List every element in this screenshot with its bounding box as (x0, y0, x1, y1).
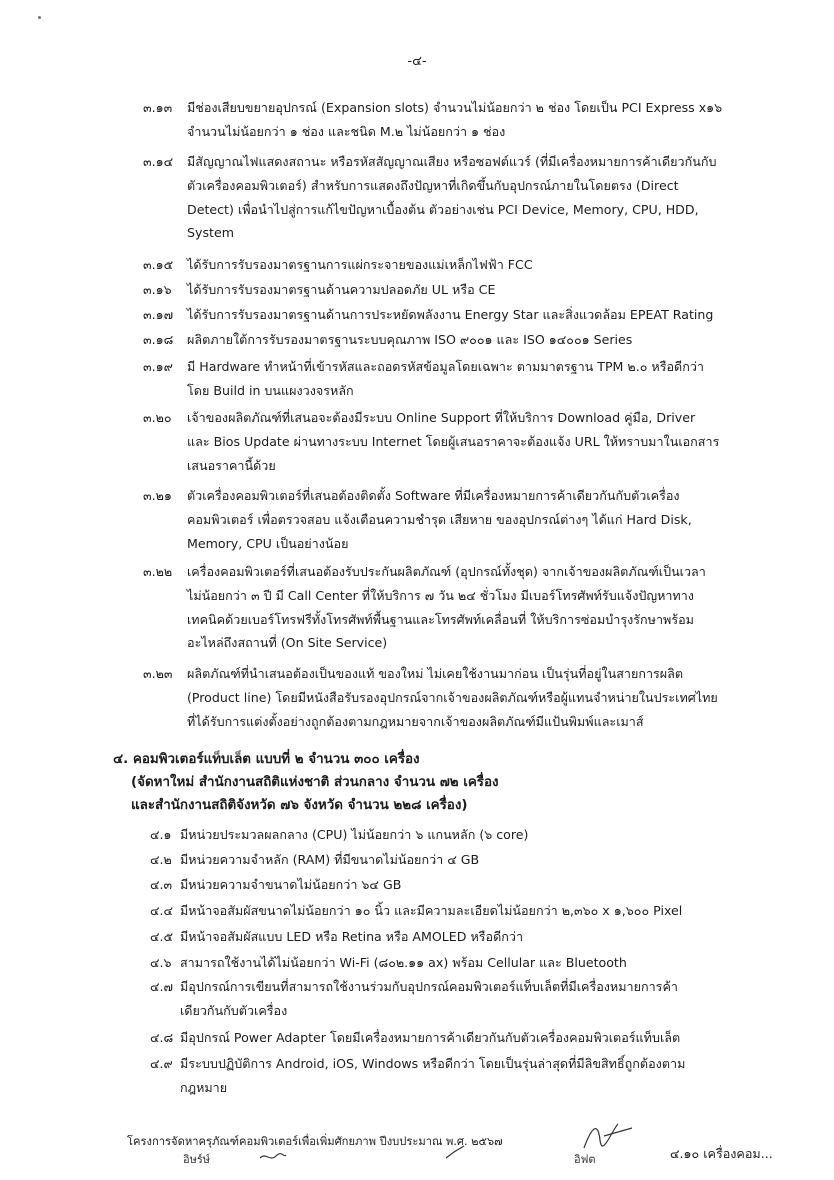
heading-line: ๔. คอมพิวเตอร์แท็บเล็ต แบบที่ ๒ จำนวน ๓๐๐ เครื่อง (113, 752, 420, 767)
item-number: ๔.๖ (150, 955, 172, 970)
item-line: มีอุปกรณ์การเขียนที่สามารถใช้งานร่วมกับอุปกรณ์คอมพิวเตอร์แท็บเล็ตที่มีเครื่องหมายการค้า (180, 979, 678, 994)
spec-item-3-19 (143, 355, 783, 403)
heading-line: (จัดหาใหม่ สำนักงานสถิติแห่งชาติ ส่วนกลาง จำนวน ๗๒ เครื่อง (131, 775, 499, 790)
item-line: และ Bios Update ผ่านทางระบบ Internet โดยผู้เสนอราคาจะต้องแจ้ง URL ให้ทราบมาในเอกสาร (187, 433, 720, 449)
initial-scribble (258, 1150, 288, 1164)
item-number: ๓.๒๒ (143, 564, 173, 579)
item-line: Detect) เพื่อนำไปสู่การแก้ไขปัญหาเบื้องต้น ตัวอย่างเช่น PCI Device, Memory, CPU, HDD, (187, 201, 699, 217)
item-line: มีสัญญาณไฟแสดงสถานะ หรือรหัสสัญญาณเสียง หรือซอฟต์แวร์ (ที่มีเครื่องหมายการค้าเดียวกันกับ (187, 154, 717, 169)
spec-item-3-20 (143, 406, 783, 477)
item-line: คอมพิวเตอร์ เพื่อตรวจสอบ แจ้งเตือนความชำรุด เสียหาย ของอุปกรณ์ต่างๆ ได้แก่ Hard Disk, (187, 511, 692, 527)
item-line: เจ้าของผลิตภัณฑ์ที่เสนอจะต้องมีระบบ Online Support ที่ให้บริการ Download คู่มือ, Driver (187, 410, 696, 425)
signature-mark (578, 1118, 638, 1154)
item-line: ตัวเครื่องคอมพิวเตอร์) สำหรับการแสดงถึงปัญหาที่เกิดขึ้นกับอุปกรณ์ภายในโดยตรง (Direct (187, 177, 679, 193)
item-number: ๔.๔ (150, 903, 174, 918)
tick-mark (444, 1144, 468, 1162)
item-line: มีหน่วยความจำขนาดไม่น้อยกว่า ๖๔ GB (180, 877, 402, 892)
item-line: มีหน่วยประมวลผลกลาง (CPU) ไม่น้อยกว่า ๖ แกนหลัก (๖ core) (180, 827, 529, 842)
item-line: มีหน้าจอสัมผัสขนาดไม่น้อยกว่า ๑๐ นิ้ว และมีความละเอียดไม่น้อยกว่า ๒,๓๖๐ x ๑,๖๐๐ Pixel (180, 903, 683, 918)
scan-speck (38, 16, 41, 19)
item-number: ๔.๙ (150, 1056, 173, 1071)
item-line: เดียวกันกับตัวเครื่อง (180, 1002, 288, 1018)
spec-item-4-6 (150, 951, 790, 975)
item-line: อะไหล่ถึงสถานที่ (On Site Service) (187, 635, 388, 651)
item-number: ๓.๑๖ (143, 282, 172, 297)
spec-item-3-17 (143, 303, 783, 327)
item-number: ๔.๒ (150, 852, 172, 867)
item-line: มีช่องเสียบขยายอุปกรณ์ (Expansion slots) จำนวนไม่น้อยกว่า ๒ ช่อง โดยเป็น PCI Express x๑๖ (187, 100, 723, 115)
spec-item-3-16 (143, 278, 783, 302)
item-number: ๔.๕ (150, 929, 174, 944)
item-line: มีระบบปฏิบัติการ Android, iOS, Windows หรือดีกว่า โดยเป็นรุ่นล่าสุดที่มีลิขสิทธิ์ถูกต้องตาม (180, 1056, 686, 1071)
item-line: ได้รับการรับรองมาตรฐานด้านความปลอดภัย UL หรือ CE (187, 282, 496, 297)
item-line: ตัวเครื่องคอมพิวเตอร์ที่เสนอต้องติดตั้ง Software ที่มีเครื่องหมายการค้าเดียวกันกับตัวเครื่อง (187, 488, 680, 503)
item-line: ผลิตภายใต้การรับรองมาตรฐานระบบคุณภาพ ISO ๙๐๐๑ และ ISO ๑๔๐๐๑ Series (187, 332, 633, 347)
handwritten-initials: อิษร์ษ์ (183, 1153, 211, 1166)
spec-item-4-8 (150, 1026, 790, 1050)
item-line: สามารถใช้งานได้ไม่น้อยกว่า Wi-Fi (๘๐๒.๑๑ ax) พร้อม Cellular และ Bluetooth (180, 955, 627, 970)
item-line: จำนวนไม่น้อยกว่า ๑ ช่อง และชนิด M.๒ ไม่น้อยกว่า ๑ ช่อง (187, 123, 506, 139)
spec-item-4-7 (150, 975, 790, 1023)
item-line: กฎหมาย (180, 1079, 228, 1095)
item-number: ๓.๑๓ (143, 100, 173, 115)
item-number: ๔.๑ (150, 827, 172, 842)
page-number: -๔- (407, 54, 427, 69)
spec-item-3-15 (143, 253, 783, 277)
item-number: ๔.๘ (150, 1030, 174, 1045)
spec-item-3-23 (143, 662, 783, 733)
item-number: ๓.๒๐ (143, 410, 172, 425)
item-number: ๓.๑๗ (143, 307, 174, 322)
item-line: (Product line) โดยมีหนังสือรับรองอุปกรณ์จากเจ้าของผลิตภัณฑ์หรือผู้แทนจำหน่ายในประเทศไทย (187, 689, 718, 705)
item-line: โดย Build in บนแผงวงจรหลัก (187, 382, 354, 398)
item-line: มีหน่วยความจำหลัก (RAM) ที่มีขนาดไม่น้อยกว่า ๔ GB (180, 852, 480, 867)
item-line: เทคนิคด้วยเบอร์โทรฟรีทั้งโทรศัพท์พื้นฐานและโทรศัพท์เคลื่อนที่ ให้บริการซ่อมบำรุงรักษาพร้อม (187, 611, 694, 627)
item-line: System (187, 225, 234, 241)
spec-item-4-4 (150, 899, 790, 923)
spec-item-3-22 (143, 560, 783, 655)
spec-item-4-9 (150, 1052, 790, 1100)
item-number: ๓.๑๔ (143, 154, 174, 169)
continued-next-page: ๔.๑๐ เครื่องคอม... (670, 1146, 773, 1161)
spec-item-3-18 (143, 328, 783, 352)
spec-item-4-3 (150, 873, 790, 897)
item-line: มีอุปกรณ์ Power Adapter โดยมีเครื่องหมายการค้าเดียวกันกับตัวเครื่องคอมพิวเตอร์แท็บเล็ต (180, 1030, 681, 1045)
spec-item-4-2 (150, 848, 790, 872)
item-number: ๓.๒๑ (143, 488, 172, 503)
item-line: มี Hardware ทำหน้าที่เข้ารหัสและถอดรหัสข้อมูลโดยเฉพาะ ตามมาตรฐาน TPM ๒.๐ หรือดีกว่า (187, 359, 704, 374)
spec-item-3-21 (143, 484, 783, 555)
item-number: ๓.๑๕ (143, 257, 174, 272)
spec-item-4-5 (150, 925, 790, 949)
item-line: ได้รับการรับรองมาตรฐานการแผ่กระจายของแม่เหล็กไฟฟ้า FCC (187, 257, 533, 272)
footer-project-title: โครงการจัดหาครุภัณฑ์คอมพิวเตอร์เพื่อเพิ่มศักยภาพ ปีงบประมาณ พ.ศ. ๒๕๖๗ (127, 1135, 503, 1148)
item-line: เสนอราคานี้ด้วย (187, 457, 276, 473)
item-number: ๓.๒๓ (143, 666, 173, 681)
item-number: ๓.๑๘ (143, 332, 174, 347)
spec-item-3-14 (143, 150, 783, 245)
spec-item-3-13 (143, 96, 783, 144)
item-line: ได้รับการรับรองมาตรฐานด้านการประหยัดพลังงาน Energy Star และสิ่งแวดล้อม EPEAT Rating (187, 307, 714, 322)
item-line: ไม่น้อยกว่า ๓ ปี มี Call Center ที่ให้บริการ ๗ วัน ๒๔ ชั่วโมง มีเบอร์โทรศัพท์รับแจ้งปัญหาทาง (187, 587, 694, 603)
heading-line: และสำนักงานสถิติจังหวัด ๗๖ จังหวัด จำนวน ๒๒๘ เครื่อง) (131, 798, 468, 813)
item-line: Memory, CPU เป็นอย่างน้อย (187, 535, 349, 551)
item-number: ๔.๓ (150, 877, 173, 892)
item-number: ๔.๗ (150, 979, 174, 994)
item-line: มีหน้าจอสัมผัสแบบ LED หรือ Retina หรือ AMOLED หรือดีกว่า (180, 929, 524, 944)
item-line: ผลิตภัณฑ์ที่นำเสนอต้องเป็นของแท้ ของใหม่ ไม่เคยใช้งานมาก่อน เป็นรุ่นที่อยู่ในสายการผลิต (187, 666, 684, 681)
handwritten-initials-2: อิฟต (574, 1153, 596, 1166)
item-line: ที่ได้รับการแต่งตั้งอย่างถูกต้องตามกฎหมายจากเจ้าของผลิตภัณฑ์มีแป้นพิมพ์และเมาส์ (187, 713, 644, 729)
section-4-heading (113, 748, 793, 817)
spec-item-4-1 (150, 823, 790, 847)
item-number: ๓.๑๙ (143, 359, 173, 374)
item-line: เครื่องคอมพิวเตอร์ที่เสนอต้องรับประกันผลิตภัณฑ์ (อุปกรณ์ทั้งชุด) จากเจ้าของผลิตภัณฑ์เป็นเวลา (187, 564, 706, 579)
